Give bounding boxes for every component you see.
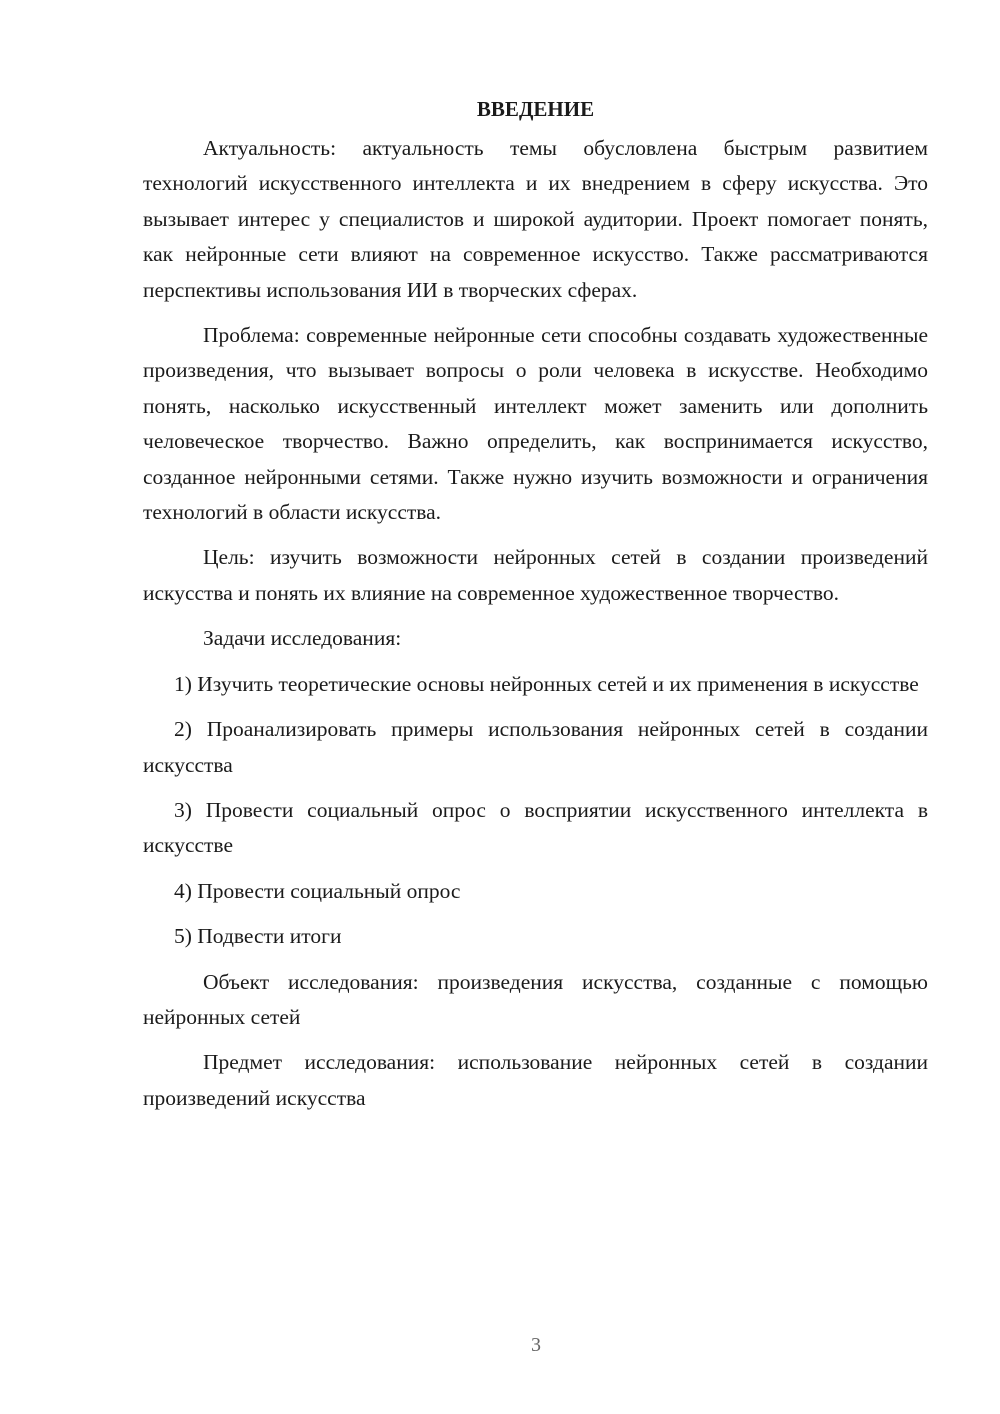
- page-number: 3: [531, 1334, 541, 1356]
- research-subject-paragraph: Предмет исследования: использование нейронных сетей в создании произведений искусства: [143, 1050, 928, 1110]
- task-item-2: 2) Проанализировать примеры использования нейронных сетей в создании искусства: [143, 717, 928, 777]
- section-heading: ВВЕДЕНИЕ: [476, 97, 595, 121]
- page-content: [143, 92, 928, 1126]
- relevance-paragraph: Актуальность: актуальность темы обусловлена быстрым развитием технологий искусственного интеллекта и их внедрением в сферу искусства. Это вызывает интерес у специалистов и широкой аудитории. Проект помогает понять, как нейронные сети влияют на современное искусство. Также рассматриваются перспективы использования ИИ в творческих сферах.: [143, 136, 928, 302]
- task-item-5: 5) Подвести итоги: [174, 924, 342, 949]
- goal-paragraph: Цель: изучить возможности нейронных сетей в создании произведений искусства и понять их влияние на современное художественное творчество.: [143, 545, 928, 605]
- task-item-3: 3) Провести социальный опрос о восприятии искусственного интеллекта в искусстве: [143, 797, 928, 858]
- tasks-heading: Задачи исследования:: [203, 626, 402, 651]
- task-item-4: 4) Провести социальный опрос: [174, 878, 461, 903]
- task-item-1: 1) Изучить теоретические основы нейронных сетей и их применения в искусстве: [174, 671, 919, 696]
- problem-paragraph: Проблема: современные нейронные сети способны создавать художественные произведения, что вызывает вопросы о роли человека в искусстве. Необходимо понять, насколько искусственный интеллект может заменить или дополнить человеческое творчество. Важно определить, как воспринимается искусство, созданное нейронными сетями. Также нужно изучить возможности и ограничения технологий в области искусства.: [143, 323, 928, 525]
- research-object-paragraph: Объект исследования: произведения искусства, созданные с помощью нейронных сетей: [143, 969, 928, 1029]
